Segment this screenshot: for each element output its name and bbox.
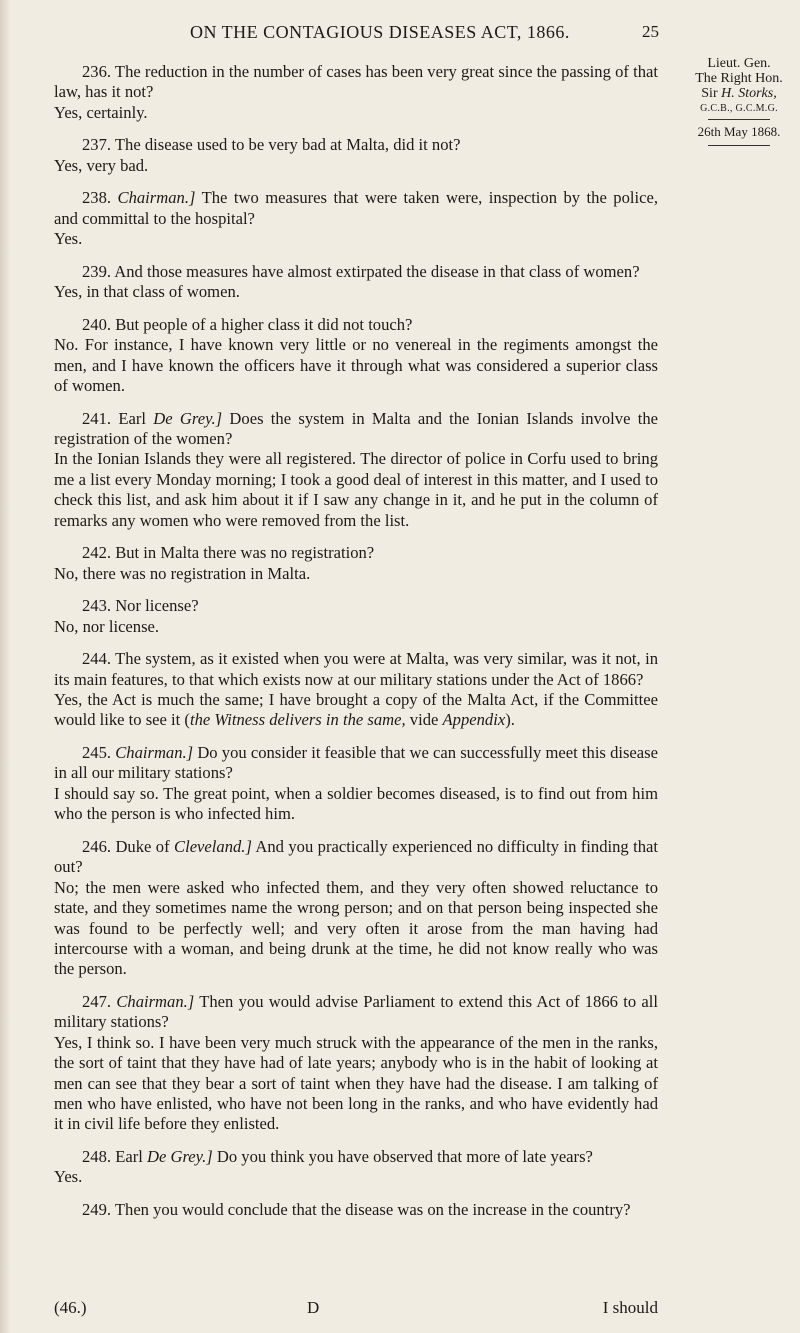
speaker: De Grey.] xyxy=(153,408,223,428)
margin-note-title: The Right Hon. xyxy=(695,71,783,86)
question: 243. Nor license? xyxy=(82,596,199,616)
margin-note-name xyxy=(680,86,798,101)
answer: Yes. xyxy=(54,229,83,249)
entry-242 xyxy=(54,543,658,584)
answer: No, nor license. xyxy=(54,616,160,636)
question-number: 241. Earl xyxy=(82,408,154,428)
question-number: 247. xyxy=(82,991,117,1011)
speaker: Chairman.] xyxy=(117,188,196,208)
page-binding-shadow xyxy=(0,0,10,1333)
testimony-body xyxy=(54,62,658,1233)
entry-244 xyxy=(54,649,658,731)
question xyxy=(54,743,658,784)
answer: No. For instance, I have known very little or no venereal in the regiments amongst the men, and I have known the officers have it through what was considered a superior class of women. xyxy=(54,335,658,396)
speaker: Chairman.] xyxy=(116,991,195,1011)
answer xyxy=(54,690,658,731)
question-text: Do you consider it feasible that we can successfully meet this disease in all our military stations? xyxy=(54,743,658,783)
answer: Yes, very bad. xyxy=(54,155,149,175)
entry-245 xyxy=(54,743,658,825)
margin-note-date: 26th May 1868. xyxy=(697,124,781,139)
margin-note-rule xyxy=(708,119,770,120)
entry-249 xyxy=(54,1200,658,1220)
margin-note-rank: Lieut. Gen. xyxy=(707,56,771,71)
question-text: Do you think you have observed that more of late years? xyxy=(212,1146,593,1166)
question-text: The two measures that were taken were, inspection by the police, and committal to the hospital? xyxy=(54,188,658,228)
question-number: 245. xyxy=(82,743,116,763)
speaker: Cleveland.] xyxy=(174,836,252,856)
page-footer xyxy=(54,1298,658,1320)
answer: No, there was no registration in Malta. xyxy=(54,563,311,583)
margin-note-name-prefix: Sir xyxy=(701,86,722,101)
question: 239. And those measures have almost extirpated the disease in that class of women? xyxy=(82,261,640,281)
signature-letter: D xyxy=(307,1298,320,1317)
speaker: De Grey.] xyxy=(146,1146,213,1166)
question xyxy=(54,1147,658,1167)
answer-text-vide: vide xyxy=(405,710,443,730)
answer: I should say so. The great point, when a soldier becomes diseased, is to find out from him who the person is who infected him. xyxy=(54,783,658,824)
answer: Yes, certainly. xyxy=(54,102,148,122)
answer-text: Yes, the Act is much the same; I have brought a copy of the Malta Act, if the Committee would like to see it ( xyxy=(54,690,658,730)
question xyxy=(54,409,658,450)
question: 240. But people of a higher class it did not touch? xyxy=(82,314,413,334)
speaker: Chairman.] xyxy=(115,743,194,763)
question: 249. Then you would conclude that the disease was on the increase in the country? xyxy=(82,1199,631,1219)
question-text: And you practically experienced no difficulty in finding that out? xyxy=(54,836,659,877)
catchword: I should xyxy=(602,1298,658,1317)
question-number: 246. Duke of xyxy=(82,836,175,856)
question xyxy=(54,992,658,1033)
margin-note-name-italic: H. Storks, xyxy=(721,86,777,101)
answer: Yes. xyxy=(54,1167,83,1187)
question: 244. The system, as it existed when you were at Malta, was very similar, was it not, in its main features, to that which exists now at our military stations under the Act of 1866? xyxy=(54,649,658,689)
entry-247 xyxy=(54,992,658,1135)
question-number: 238. xyxy=(82,188,118,208)
answer-text-end: ). xyxy=(505,710,515,730)
entry-238 xyxy=(54,188,658,249)
question: 242. But in Malta there was no registration? xyxy=(82,543,375,563)
printer-signature: (46.) xyxy=(54,1298,87,1317)
question: 236. The reduction in the number of cases has been very great since the passing of that law, has it not? xyxy=(54,62,658,102)
question-text: Does the system in Malta and the Ionian Islands involve the registration of the women? xyxy=(54,408,658,449)
margin-note-witness xyxy=(680,56,798,146)
entry-240 xyxy=(54,315,658,397)
answer: Yes, in that class of women. xyxy=(54,282,240,302)
entry-243 xyxy=(54,596,658,637)
answer: In the Ionian Islands they were all registered. The director of police in Corfu used to bring me a list every Monday morning; I took a good deal of interest in this matter, and I used to check this list, and ask him about it if I saw any change in it, and he put in the column of remarks any women who were removed from the list. xyxy=(54,449,658,530)
running-header-title: ON THE CONTAGIOUS DISEASES ACT, 1866. xyxy=(190,22,570,42)
margin-note-honours: G.C.B., G.C.M.G. xyxy=(700,103,778,114)
question xyxy=(54,188,658,229)
appendix-reference: Appendix xyxy=(442,710,506,730)
entry-236 xyxy=(54,62,658,123)
entry-239 xyxy=(54,262,658,303)
entry-237 xyxy=(54,135,658,176)
entry-241 xyxy=(54,409,658,531)
answer: Yes, I think so. I have been very much struck with the appearance of the men in the ranks, the sort of taint that they have had of late years; anybody who is in the habit of looking at men can see that they bear a sort of taint when they have had the disease. I am talking of men who have enlisted, who have not been long in the ranks, and who have evidently had it in civil life before they enlisted. xyxy=(54,1032,658,1134)
question xyxy=(54,837,658,878)
answer: No; the men were asked who infected them, and they very often showed reluctance to state, and they sometimes name the wrong person; and on that person being inspected she was found to be perfectly well; and very often it arose from the man having had intercourse with a woman, and being drunk at the time, he did not know really who was the person. xyxy=(54,877,658,979)
entry-246 xyxy=(54,837,658,980)
entry-248 xyxy=(54,1147,658,1188)
question-text: Then you would advise Parliament to extend this Act of 1866 to all military stations? xyxy=(54,991,658,1032)
question: 237. The disease used to be very bad at Malta, did it not? xyxy=(82,135,461,155)
page-number: 25 xyxy=(642,22,659,41)
margin-note-rule-bottom xyxy=(708,145,770,146)
question-number: 248. Earl xyxy=(82,1146,147,1166)
stage-direction: the Witness delivers in the same, xyxy=(189,710,406,730)
